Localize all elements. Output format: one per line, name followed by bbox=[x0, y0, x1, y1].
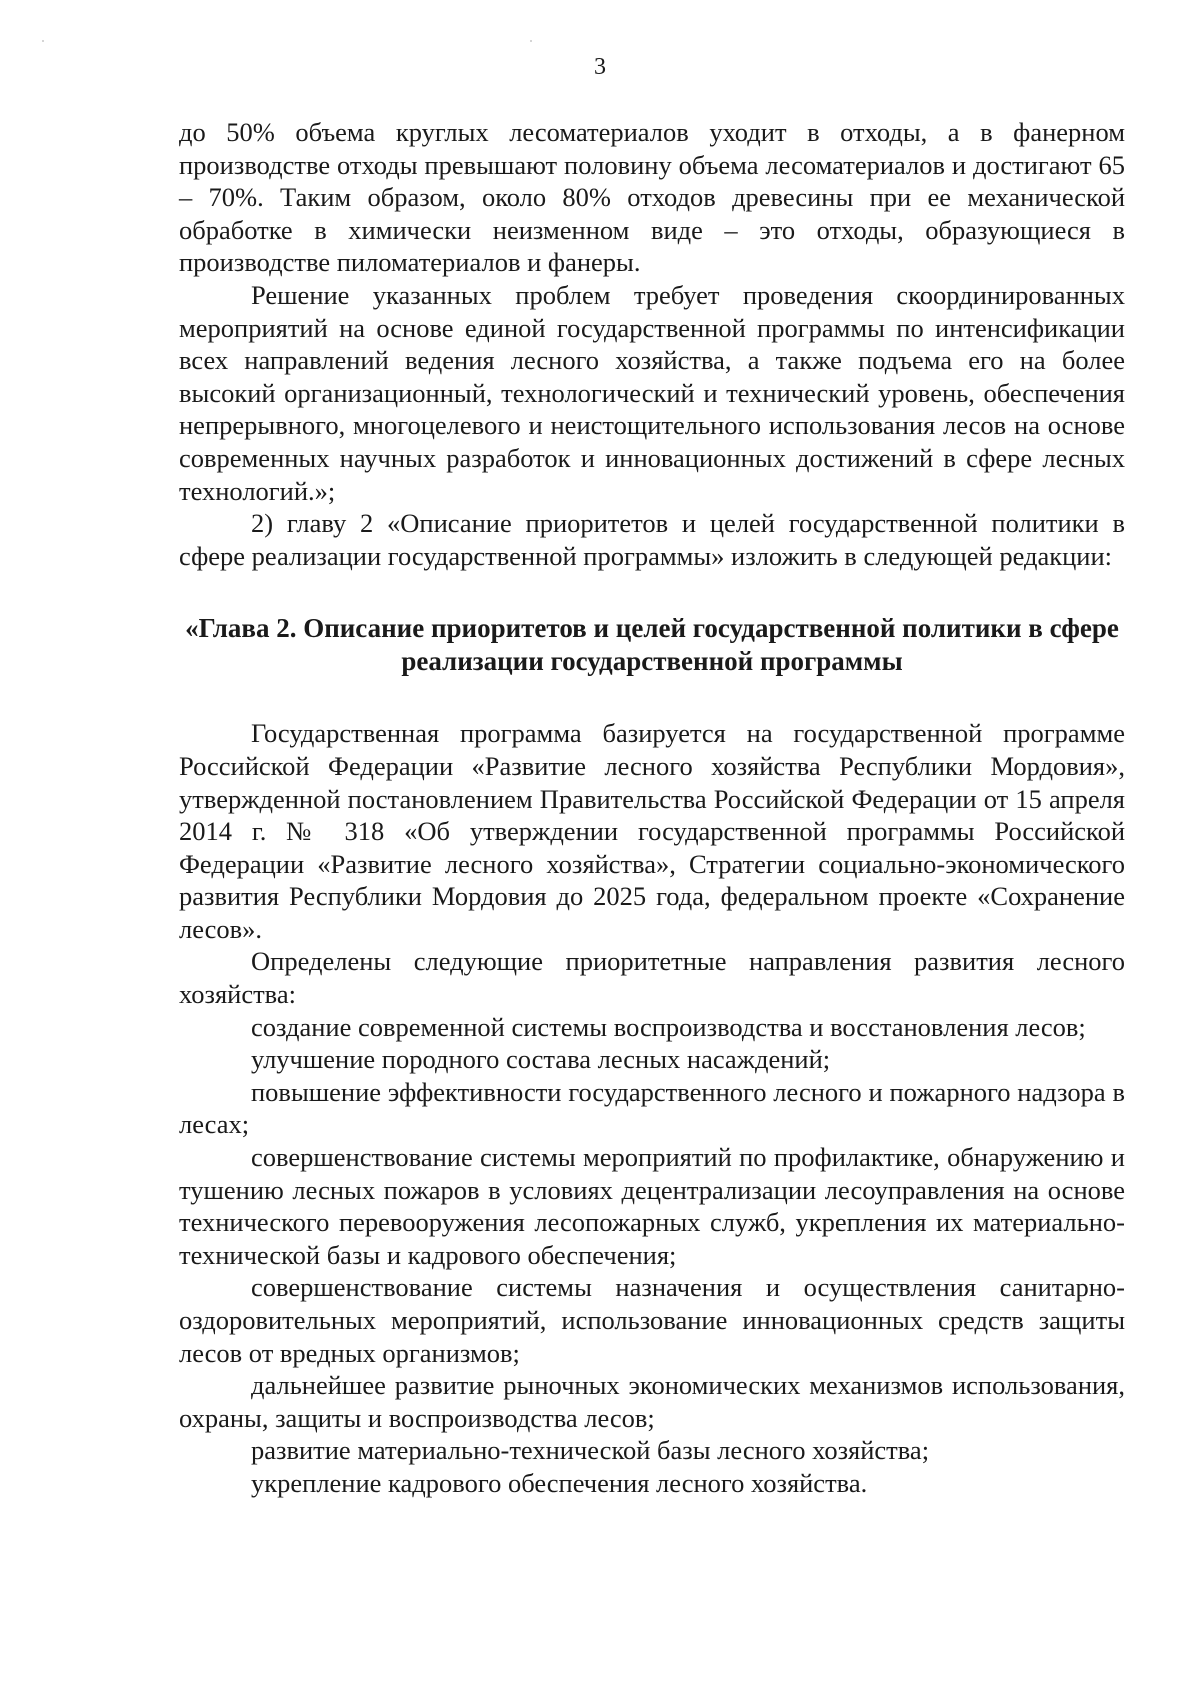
scan-speck bbox=[42, 40, 44, 42]
paragraph: 2) главу 2 «Описание приоритетов и целей государственной политики в сфере реализации государственной программы» изложить в следующей редакции: bbox=[179, 508, 1125, 571]
list-item: дальнейшее развитие рыночных экономических механизмов использования, охраны, защиты и воспроизводства лесов; bbox=[179, 1370, 1125, 1433]
list-item: совершенствование системы назначения и осуществления санитарно-оздоровительных мероприятий, использование инновационных средств защиты лесов от вредных организмов; bbox=[179, 1272, 1125, 1368]
list-item: развитие материально-технической базы лесного хозяйства; bbox=[251, 1435, 930, 1466]
list-item: совершенствование системы мероприятий по профилактике, обнаружению и тушению лесных пожаров в условиях децентрализации лесоуправления на основе технического перевооружения лесопожарных служб, укрепления их материально-технической базы и кадрового обеспечения; bbox=[179, 1142, 1125, 1270]
document-body bbox=[179, 116, 1125, 1500]
list-item: укрепление кадрового обеспечения лесного хозяйства. bbox=[251, 1467, 868, 1498]
paragraph: Определены следующие приоритетные направления развития лесного хозяйства: bbox=[179, 946, 1125, 1010]
list-item: повышение эффективности государственного лесного и пожарного надзора в лесах; bbox=[179, 1076, 1125, 1140]
paragraph: Решение указанных проблем требует проведения скоординированных мероприятий на основе единой государственной программы по интенсификации всех направлений ведения лесного хозяйства, а также подъема его на более высокий организационный, технологический и технический уровень, обеспечения непрерывного, многоцелевого и неистощительного использования лесов на основе современных научных разработок и инновационных достижений в сфере лесных технологий.»; bbox=[179, 279, 1125, 506]
page-number: 3 bbox=[594, 54, 606, 80]
list-item: улучшение породного состава лесных насаждений; bbox=[251, 1044, 831, 1075]
list-item: создание современной системы воспроизводства и восстановления лесов; bbox=[251, 1011, 1086, 1042]
paragraph: Государственная программа базируется на государственной программе Российской Федерации «Развитие лесного хозяйства Республики Мордовия», утвержденной постановлением Правительства Российской Федерации от 15 апреля 2014 г. № 318 «Об утверждении государственной программы Российской Федерации «Развитие лесного хозяйства», Стратегии социально-экономического развития Республики Мордовия до 2025 года, федеральном проекте «Сохранение лесов». bbox=[179, 718, 1125, 944]
paragraph: до 50% объема круглых лесоматериалов уходит в отходы, а в фанерном производстве отходы превышают половину объема лесоматериалов и достигают 65 – 70%. Таким образом, около 80% отходов древесины при ее механической обработке в химически неизменном виде – это отходы, образующиеся в производстве пиломатериалов и фанеры. bbox=[179, 117, 1125, 278]
chapter-heading: «Глава 2. Описание приоритетов и целей государственной политики в сфере реализации государственной программы bbox=[185, 613, 1119, 677]
scan-speck bbox=[530, 40, 532, 42]
